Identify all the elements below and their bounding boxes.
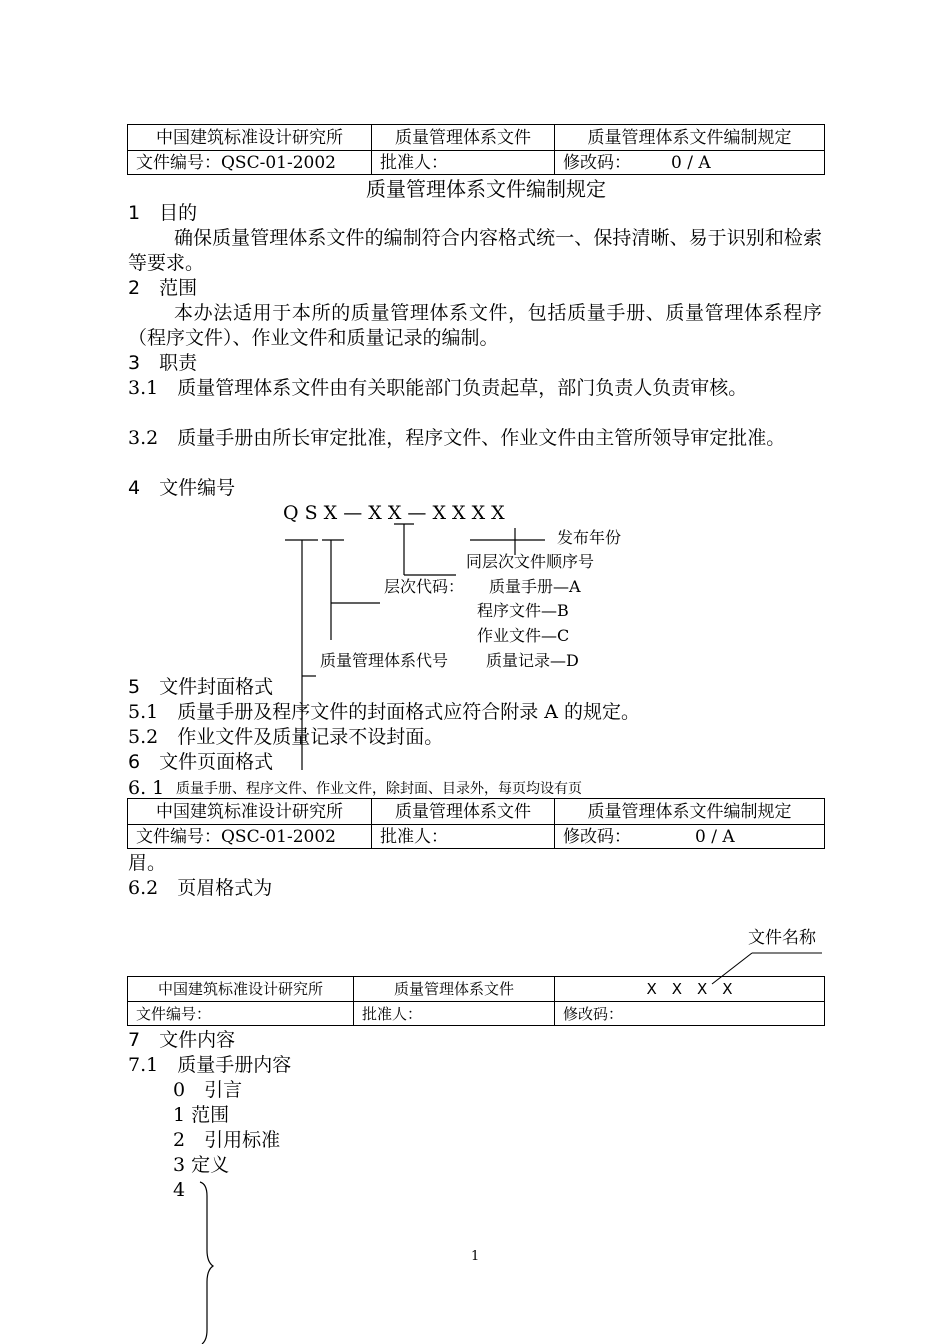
sample-doc-type: 质量管理体系文件 xyxy=(354,977,555,1002)
header-doc-no: 文件编号：QSC-01-2002 xyxy=(128,151,372,175)
sample-file-name-label: 文件名称 xyxy=(748,928,816,948)
contents-item-4: 4 xyxy=(173,1179,186,1201)
label-level-d: 质量记录—D xyxy=(486,651,579,670)
running-header-doc-title: 质量管理体系文件编制规定 xyxy=(555,799,825,825)
section-3-1: 3.1 质量管理体系文件由有关职能部门负责起草，部门负责人负责审核。 xyxy=(128,377,748,399)
label-level-b: 程序文件—B xyxy=(477,601,569,620)
sample-revision: 修改码： xyxy=(555,1002,825,1026)
contents-item-2: 2 引用标准 xyxy=(173,1129,281,1151)
label-year: 发布年份 xyxy=(557,528,622,547)
section-6-1-number: 6. 1 xyxy=(128,777,165,799)
label-level-a: 质量手册—A xyxy=(489,577,581,596)
header-approver: 批准人： xyxy=(372,151,555,175)
section-2-text: 本办法适用于本所的质量管理体系文件，包括质量手册、质量管理体系程序（程序文件）、作业文件和质量记录的编制。 xyxy=(128,302,822,349)
running-header-doc-type: 质量管理体系文件 xyxy=(372,799,555,825)
contents-item-1: 1 范围 xyxy=(173,1104,230,1126)
header-doc-title: 质量管理体系文件编制规定 xyxy=(555,125,825,151)
section-5-1: 5.1 质量手册及程序文件的封面格式应符合附录 A 的规定。 xyxy=(128,701,641,723)
header-doc-type: 质量管理体系文件 xyxy=(372,125,555,151)
running-revision-value: 0 / A xyxy=(695,826,735,847)
sample-doc-no: 文件编号： xyxy=(128,1002,354,1026)
contents-item-3: 3 定义 xyxy=(173,1154,230,1176)
section-2-heading: 2 范围 xyxy=(128,277,198,299)
page-title: 质量管理体系文件编制规定 xyxy=(366,177,606,201)
contents-item-0: 0 引言 xyxy=(173,1079,243,1101)
section-3-2: 3.2 质量手册由所长审定批准，程序文件、作业文件由主管所领导审定批准。 xyxy=(128,427,786,449)
header-institute: 中国建筑标准设计研究所 xyxy=(128,125,372,151)
section-1-heading: 1 目的 xyxy=(128,202,198,224)
label-level-c: 作业文件—C xyxy=(477,626,570,645)
running-header-approver: 批准人： xyxy=(372,825,555,849)
sample-placeholder: X X X X xyxy=(555,977,825,1002)
sample-approver: 批准人： xyxy=(354,1002,555,1026)
section-5-heading: 5 文件封面格式 xyxy=(128,676,274,698)
section-1-text: 确保质量管理体系文件的编制符合内容格式统一、保持清晰、易于识别和检索等要求。 xyxy=(128,227,822,274)
section-3-heading: 3 职责 xyxy=(128,352,198,374)
section-7-1: 7.1 质量手册内容 xyxy=(128,1054,292,1076)
numbering-code: Q S X — X X — X X X X xyxy=(283,502,505,524)
section-6-1-text: 质量手册、程序文件、作业文件，除封面、目录外，每页均设有页 xyxy=(176,781,582,797)
label-system-code: 质量管理体系代号 xyxy=(320,651,449,670)
section-7-heading: 7 文件内容 xyxy=(128,1029,236,1051)
section-6-2: 6.2 页眉格式为 xyxy=(128,877,273,899)
running-revision-label: 修改码： xyxy=(563,826,631,847)
revision-label: 修改码： xyxy=(563,152,631,173)
section-6-1-end: 眉。 xyxy=(128,852,167,874)
page-number: 1 xyxy=(471,1249,480,1264)
section-6-heading: 6 文件页面格式 xyxy=(128,751,274,773)
label-level-code: 层次代码： xyxy=(384,577,465,596)
section-4-heading: 4 文件编号 xyxy=(128,477,236,499)
label-sequence: 同层次文件顺序号 xyxy=(466,552,595,571)
section-5-2: 5.2 作业文件及质量记录不设封面。 xyxy=(128,726,444,748)
running-header-institute: 中国建筑标准设计研究所 xyxy=(128,799,372,825)
running-header-doc-no: 文件编号：QSC-01-2002 xyxy=(128,825,372,849)
revision-value: 0 / A xyxy=(671,152,711,173)
sample-institute: 中国建筑标准设计研究所 xyxy=(128,977,354,1002)
